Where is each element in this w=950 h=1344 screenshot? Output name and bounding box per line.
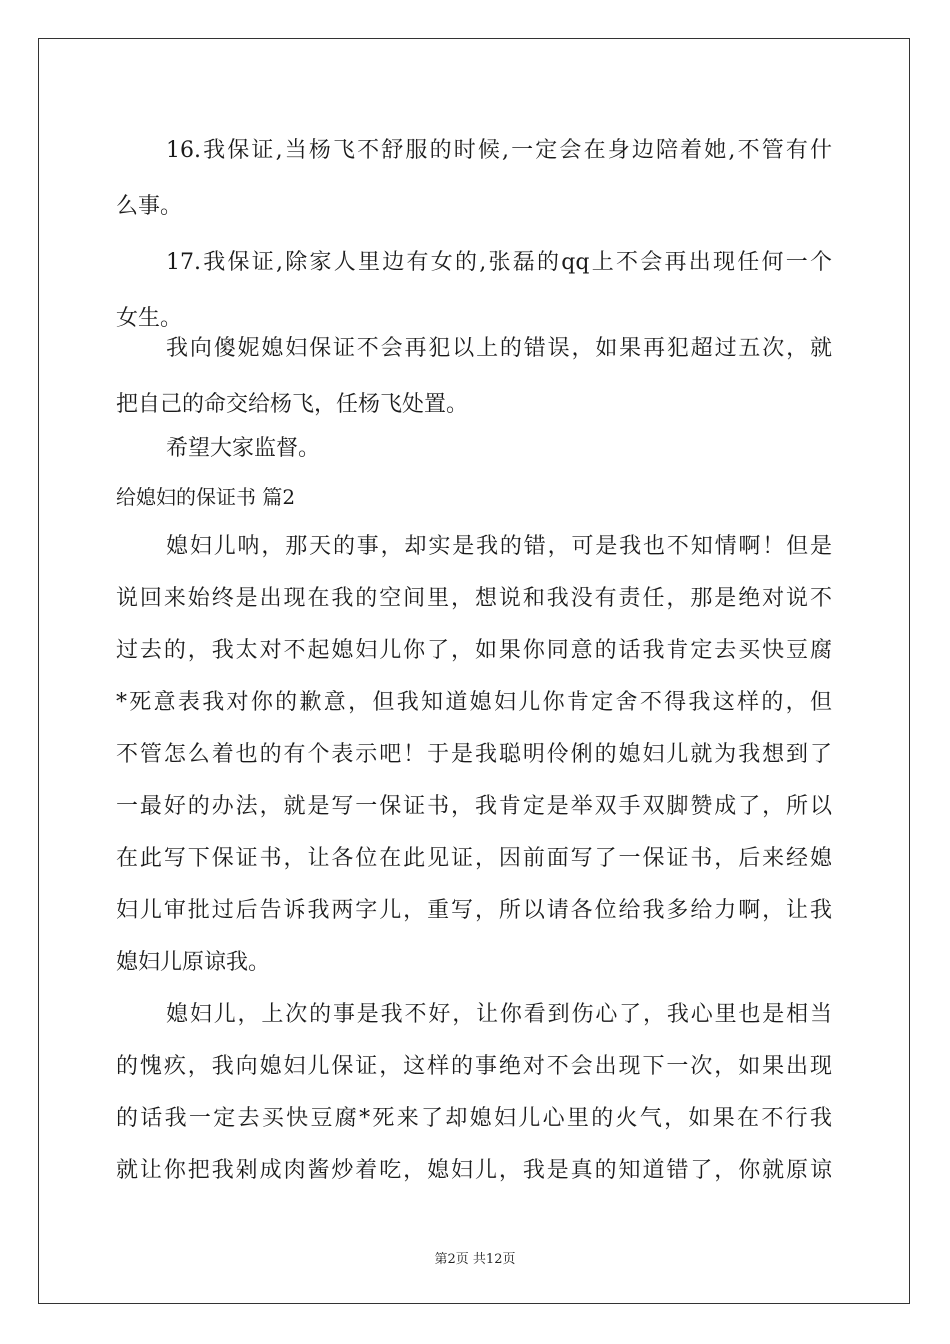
- text-line: 不管怎么着也的有个表示吧！于是我聪明伶俐的媳妇儿就为我想到了: [116, 742, 832, 767]
- text-line: 媳妇儿原谅我。: [116, 950, 271, 975]
- text-line: 女生。: [116, 306, 183, 331]
- text-line: 妇儿审批过后告诉我两字儿，重写，所以请各位给我多给力啊，让我: [116, 898, 832, 923]
- text-line: 过去的，我太对不起媳妇儿你了，如果你同意的话我肯定去买快豆腐: [116, 638, 832, 663]
- text-line: 说回来始终是出现在我的空间里，想说和我没有责任，那是绝对说不: [116, 586, 832, 611]
- text-line: 就让你把我剁成肉酱炒着吃，媳妇儿，我是真的知道错了，你就原谅: [116, 1158, 832, 1183]
- text-line: 把自己的命交给杨飞，任杨飞处置。: [116, 392, 469, 417]
- page-number: 第2页 共12页: [434, 1252, 516, 1267]
- text-line: 希望大家监督。: [166, 436, 321, 461]
- text-line: *死意表我对你的歉意，但我知道媳妇儿你肯定舍不得我这样的，但: [116, 690, 832, 715]
- text-line: 我向傻妮媳妇保证不会再犯以上的错误，如果再犯超过五次，就: [166, 336, 832, 361]
- text-line: 的愧疚，我向媳妇儿保证，这样的事绝对不会出现下一次，如果出现: [116, 1054, 832, 1079]
- section-heading: 给媳妇的保证书 篇2: [116, 485, 296, 509]
- text-line: 一最好的办法，就是写一保证书，我肯定是举双手双脚赞成了，所以: [116, 794, 832, 819]
- text-line: 17.我保证,除家人里边有女的,张磊的qq上不会再出现任何一个: [166, 250, 832, 275]
- text-line: 的话我一定去买快豆腐*死来了却媳妇儿心里的火气，如果在不行我: [116, 1106, 832, 1131]
- text-line: 么事。: [116, 194, 183, 219]
- text-line: 媳妇儿，上次的事是我不好，让你看到伤心了，我心里也是相当: [166, 1002, 832, 1027]
- text-line: 16.我保证,当杨飞不舒服的时候,一定会在身边陪着她,不管有什: [166, 138, 832, 163]
- text-line: 媳妇儿呐，那天的事，却实是我的错，可是我也不知情啊！但是: [166, 534, 832, 559]
- text-line: 在此写下保证书，让各位在此见证，因前面写了一保证书，后来经媳: [116, 846, 832, 871]
